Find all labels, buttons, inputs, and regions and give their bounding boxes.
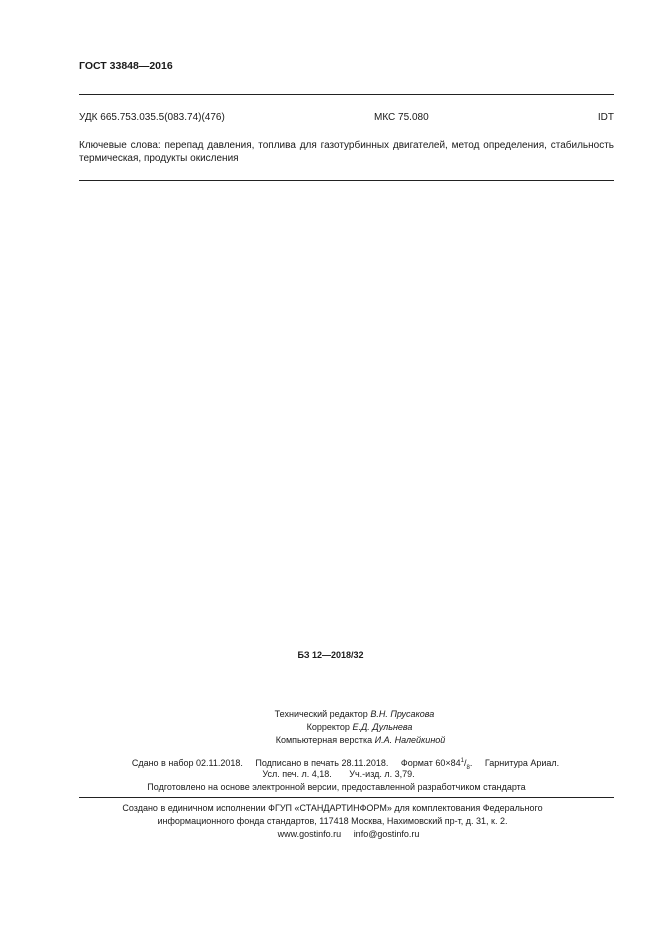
email-link[interactable]: info@gostinfo.ru (353, 829, 420, 839)
layout-line (30, 734, 661, 747)
print-sheets: Усл. печ. л. 4,18. (262, 769, 332, 779)
signed-date: Подписано в печать 28.11.2018. (255, 758, 389, 768)
bz-number: БЗ 12—2018/32 (297, 650, 364, 660)
tech-editor-line (24, 708, 661, 721)
typeface: Гарнитура Ариал. (484, 758, 560, 768)
footer-contacts (18, 828, 661, 841)
corrector-name: Е.Д. Дульнева (352, 722, 413, 732)
footer-line-1: Создано в единичном исполнении ФГУП «СТАНДАРТИНФОРМ» для комплектования Федерального (122, 803, 543, 813)
keywords-rule (79, 180, 614, 181)
keywords-paragraph: Ключевые слова: перепад давления, топлива для газотурбинных двигателей, метод определения, стабильность термическая, продукты окисления (79, 140, 614, 164)
website-link[interactable]: www.gostinfo.ru (277, 829, 342, 839)
corrector-label: Корректор (306, 722, 350, 732)
corrector-line (29, 721, 661, 734)
standard-number: ГОСТ 33848—2016 (79, 60, 173, 72)
publication-row-2 (8, 768, 661, 781)
footer-rule (79, 797, 614, 798)
header-rule (79, 94, 614, 95)
prepared-note: Подготовлено на основе электронной версии, предоставленной разработчиком стандарта (147, 782, 526, 792)
publication-sheets: Уч.-изд. л. 3,79. (349, 769, 415, 779)
footer-line-2: информационного фонда стандартов, 117418 Москва, Нахимовский пр-т, д. 31, к. 2. (157, 816, 508, 826)
paper-format: Формат $60\times 84^1/_8$. (400, 758, 473, 771)
classification-row (79, 111, 614, 125)
submitted-date: Сдано в набор 02.11.2018. (131, 758, 243, 768)
layout-name: И.А. Налейкиной (374, 735, 446, 745)
mks-code: МКС 75.080 (374, 112, 429, 123)
tech-editor-name: В.Н. Прусакова (370, 709, 435, 719)
idt-label: IDT (597, 112, 614, 123)
udk-code: УДК 665.753.035.5(083.74)(476) (79, 112, 225, 123)
layout-label: Компьютерная верстка (275, 735, 373, 745)
tech-editor-label: Технический редактор (274, 709, 368, 719)
